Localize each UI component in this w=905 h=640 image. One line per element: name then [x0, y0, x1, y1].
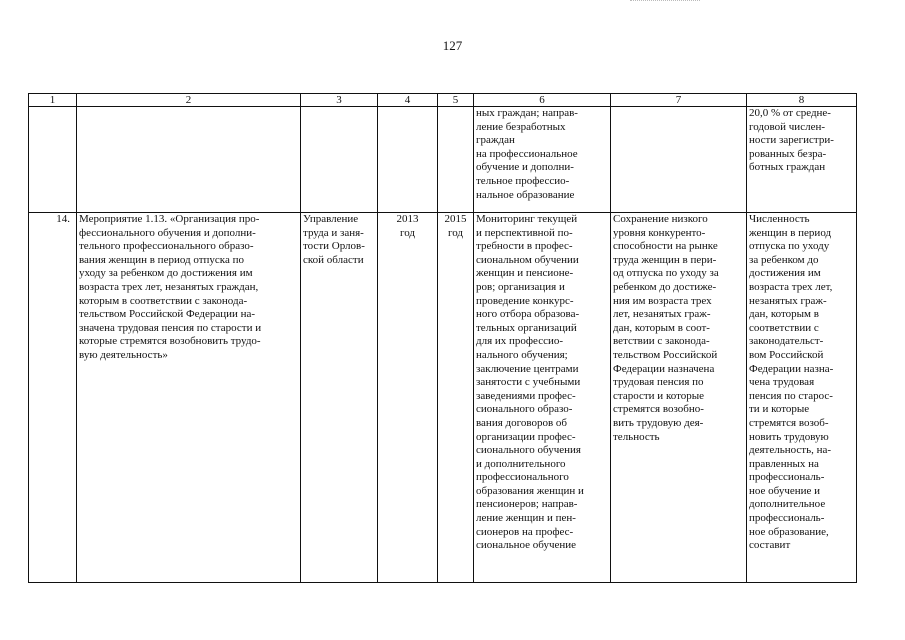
cell-activities [474, 213, 611, 583]
header-cell: 3 [301, 94, 378, 107]
cell-empty [611, 107, 747, 213]
text-line: нальное образование [476, 188, 575, 201]
text-line: и дополнительного [476, 457, 566, 470]
text-line: образования женщин и [476, 484, 584, 497]
text-line: труда и заня- [303, 226, 364, 239]
text-line: вания женщин в период отпуска по [79, 253, 244, 266]
text-line: профессионального [476, 471, 569, 484]
text-line: занятости с учебными [476, 376, 581, 389]
text-line: 2015 [444, 213, 467, 225]
text-line: тельного профессионального образо- [79, 240, 254, 253]
text-line: Мероприятие 1.13. «Организация про- [79, 213, 260, 225]
text-line: од отпуска по уходу за [613, 267, 719, 280]
text-line: женщин в период [749, 226, 832, 239]
cell-empty [301, 107, 378, 213]
text-line: ния им возраста трех [613, 294, 712, 307]
measures-table [28, 93, 857, 583]
text-line: тельность [613, 430, 660, 443]
text-line: вом Российской [749, 348, 824, 361]
cell-measure-name [77, 213, 301, 583]
text-line: дополнительное [749, 498, 826, 511]
text-line: тельством Российской Федерации на- [79, 308, 256, 321]
text-line: фессионального обучения и дополни- [79, 226, 256, 239]
text-line: труда женщин в пери- [613, 253, 717, 266]
text-line: уходу за ребенком до достижения им [79, 267, 253, 280]
header-cell: 5 [438, 94, 474, 107]
text-line: сионального образо- [476, 403, 573, 416]
text-line: женщин и пенсионе- [476, 267, 574, 280]
text-line: профессиональ- [749, 471, 825, 484]
text-line: ности зарегистри- [749, 134, 834, 147]
text-line: дан, которым в [749, 308, 819, 321]
text-line: ных граждан; направ- [476, 107, 578, 119]
text-line: ров; организация и [476, 280, 565, 293]
text-line: нального обучения; [476, 348, 568, 361]
text-line: достижения им [749, 267, 821, 280]
text-line: за ребенком до [749, 253, 819, 266]
text-line: ного отбора образова- [476, 308, 580, 321]
text-line: ребенком до достиже- [613, 280, 717, 293]
text-line: год [399, 226, 416, 239]
text-line: значена трудовая пенсия по старости и [79, 321, 262, 334]
text-line: вую деятельность» [79, 348, 168, 361]
text-line: проведение конкурс- [476, 294, 574, 307]
scan-artifact-mark [630, 0, 700, 4]
text-line: соответствии с [749, 321, 819, 334]
text-line: которым в соответствии с законода- [79, 294, 248, 307]
text-line: стремятся возобно- [613, 403, 704, 416]
text-line: тости Орлов- [303, 240, 365, 253]
text-line: Федерации назна- [749, 362, 834, 375]
cell-expected-result [611, 213, 747, 583]
text-line: заведениями профес- [476, 389, 576, 402]
text-line: ской области [303, 253, 364, 266]
text-line: ление женщин и пен- [476, 512, 576, 525]
text-line: организации профес- [476, 430, 576, 443]
header-cell: 1 [29, 94, 77, 107]
cell-activities-continued [474, 107, 611, 213]
cell-start-year [378, 213, 438, 583]
text-line: тельных организаций [476, 321, 577, 334]
text-line: обучение и дополни- [476, 161, 574, 174]
text-line: Численность [749, 213, 810, 225]
cell-empty [77, 107, 301, 213]
text-line: тельное профессио- [476, 174, 570, 187]
text-line: стремятся возоб- [749, 416, 829, 429]
text-line: на профессиональное [476, 147, 578, 160]
text-line: составит [749, 539, 791, 552]
text-line: годовой числен- [749, 120, 825, 133]
text-line: ботных граждан [749, 161, 826, 174]
header-cell: 4 [378, 94, 438, 107]
text-line: ное обучение и [749, 484, 821, 497]
text-line: ление безработных [476, 120, 566, 133]
text-line: заключение центрами [476, 362, 579, 375]
text-line: и перспективной по- [476, 226, 573, 239]
text-line: ветствии с законода- [613, 335, 710, 348]
text-line: законодательст- [749, 335, 824, 348]
text-line: вания договоров об [476, 416, 568, 429]
page-number: 127 [442, 38, 463, 53]
text-line: которые стремятся возобновить трудо- [79, 335, 261, 348]
text-line: уровня конкуренто- [613, 226, 706, 239]
text-line: возраста трех лет, незанятых граждан, [79, 280, 259, 293]
header-cell: 6 [474, 94, 611, 107]
text-line: требности в профес- [476, 240, 573, 253]
text-line: пенсия по старос- [749, 389, 833, 402]
cell-empty [438, 107, 474, 213]
text-line: сионального обучения [476, 444, 581, 457]
header-row [29, 94, 857, 107]
text-line: лет, незанятых граж- [613, 308, 711, 321]
text-line: год [447, 226, 464, 239]
text-line: возраста трех лет, [749, 280, 833, 293]
cell-row-number: 14. [29, 213, 77, 583]
cell-end-year [438, 213, 474, 583]
text-line: старости и которые [613, 389, 705, 402]
text-line: пенсионеров; направ- [476, 498, 578, 511]
text-line: для их профессио- [476, 335, 564, 348]
text-line: 2013 [396, 213, 419, 225]
text-line: чена трудовая [749, 376, 815, 389]
text-line: Мониторинг текущей [476, 213, 578, 225]
table-row-14 [29, 213, 857, 583]
text-line: деятельность, на- [749, 444, 832, 457]
text-line: правленных на [749, 457, 819, 470]
text-line: Федерации назначена [613, 362, 715, 375]
text-line: граждан [476, 134, 515, 147]
text-line: новить трудовую [749, 430, 829, 443]
text-line: незанятых граж- [749, 294, 827, 307]
text-line: отпуска по уходу [749, 240, 830, 253]
header-cell: 7 [611, 94, 747, 107]
text-line: сиональное обучение [476, 539, 577, 552]
text-line: тельством Российской [613, 348, 718, 361]
text-line: Сохранение низкого [613, 213, 708, 225]
text-line: дан, которым в сoот- [613, 321, 710, 334]
text-line: сиональном обучении [476, 253, 579, 266]
text-line: способности на рынке [613, 240, 718, 253]
header-cell: 2 [77, 94, 301, 107]
text-line: трудовая пенсия по [613, 376, 704, 389]
table-row-continuation [29, 107, 857, 213]
text-line: Управление [303, 213, 359, 225]
text-line: сионеров на профес- [476, 525, 574, 538]
text-line: ное образование, [749, 525, 829, 538]
text-line: ти и которые [749, 403, 810, 416]
cell-responsible [301, 213, 378, 583]
text-line: 20,0 % от средне- [749, 107, 831, 119]
text-line: профессиональ- [749, 512, 825, 525]
cell-empty [378, 107, 438, 213]
header-cell: 8 [747, 94, 857, 107]
cell-empty [29, 107, 77, 213]
text-line: вить трудовую дея- [613, 416, 704, 429]
text-line: рованных безра- [749, 147, 827, 160]
cell-indicator-continued [747, 107, 857, 213]
cell-indicator [747, 213, 857, 583]
